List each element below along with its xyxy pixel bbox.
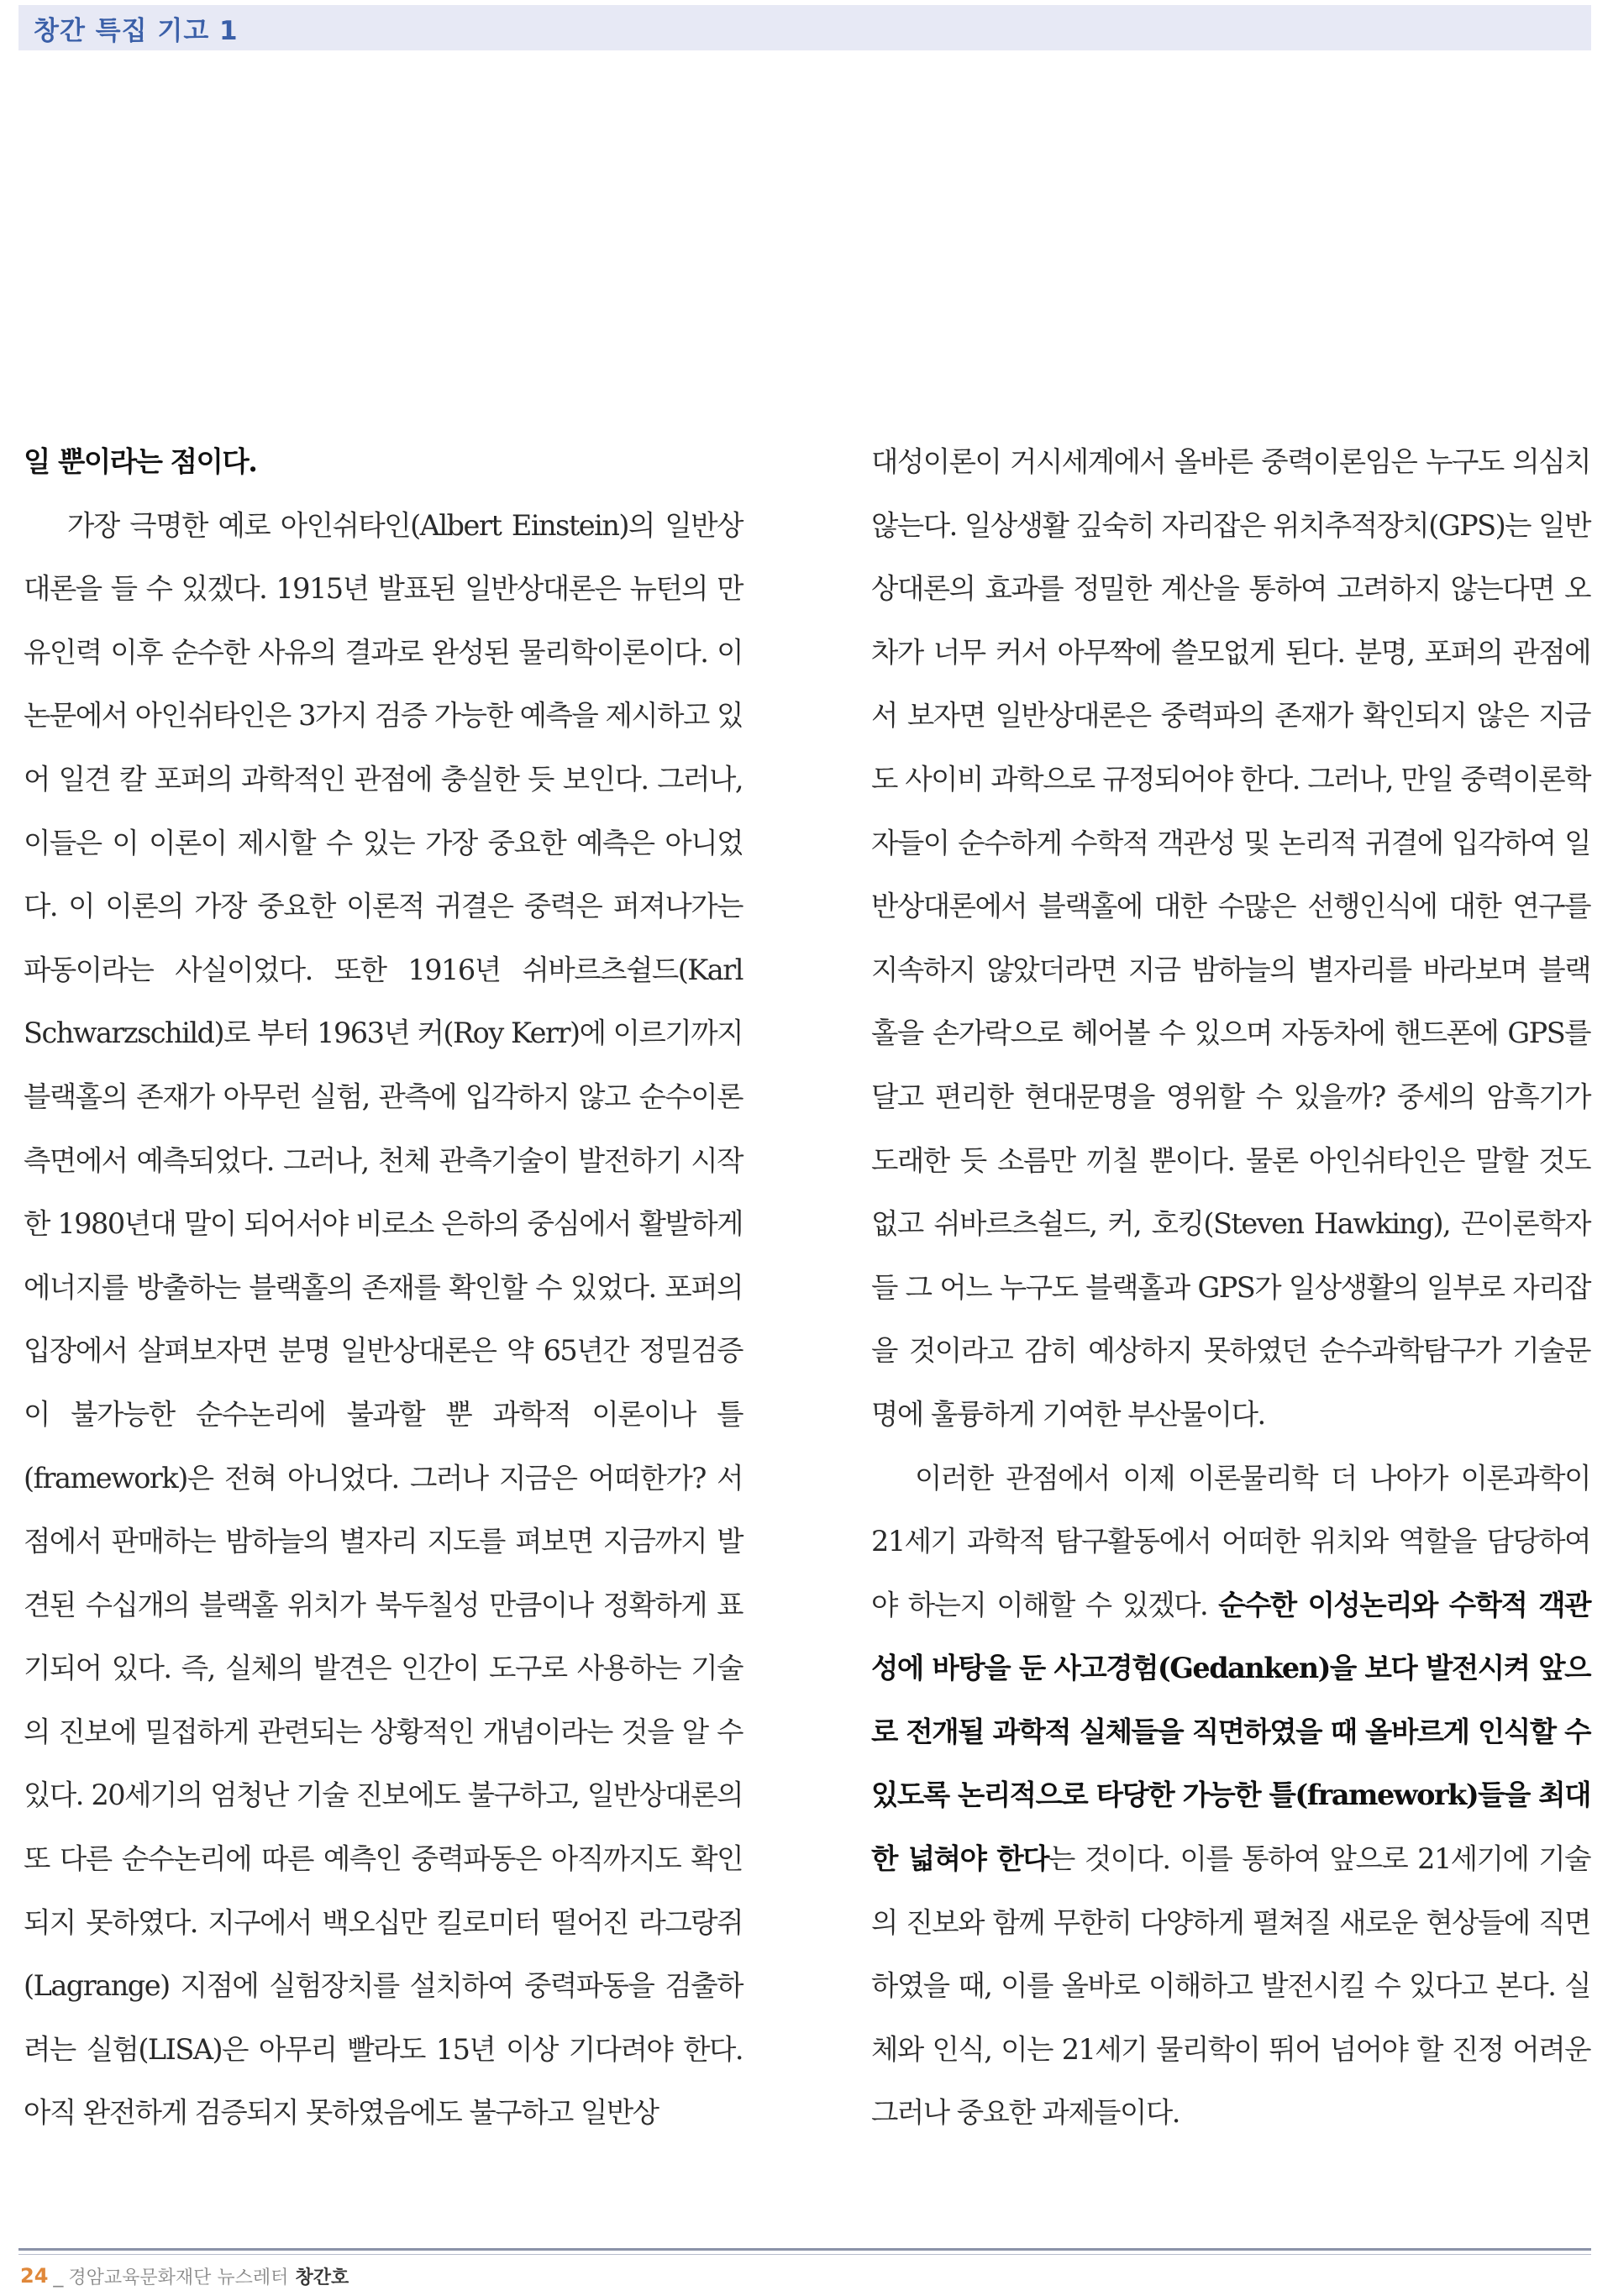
paragraph-text: 이러한 관점에서 이제 이론물리학 더 나아가 이론과학이 21세기 과학적 탐구활동에서 어떠한 위치와 역할을 담당하여야 하는지 이해할 수 있겠다.	[871, 1461, 1590, 1621]
section-title: 창간 특집 기고 1	[34, 15, 239, 46]
body-paragraph: 가장 극명한 예로 아인쉬타인(Albert Einstein)의 일반상대론을 들 수 있겠다. 1915년 발표된 일반상대론은 뉴턴의 만유인력 이후 순수한 사유의 결과로 완성된 물리학이론이다. 이 논문에서 아인쉬타인은 3가지 검증 가능한 예측을 제시하고 있어 일견 칼 포퍼의 과학적인 관점에 충실한 듯 보인다. 그러나, 이들은 이 이론이 제시할 수 있는 가장 중요한 예측은 아니었다. 이 이론의 가장 중요한 이론적 귀결은 중력은 퍼져나가는 파동이라는 사실이었다. 또한 1916년 쉬바르츠쉴드(Karl Schwarzschild)로 부터 1963년 커(Roy Kerr)에 이르기까지 블랙홀의 존재가 아무런 실험, 관측에 입각하지 않고 순수이론 측면에서 예측되었다. 그러나, 천체 관측기술이 발전하기 시작한 1980년대 말이 되어서야 비로소 은하의 중심에서 활발하게 에너지를 방출하는 블랙홀의 존재를 확인할 수 있었다. 포퍼의 입장에서 살펴보자면 분명 일반상대론은 약 65년간 정밀검증이 불가능한 순수논리에 불과할 뿐 과학적 이론이나 틀(framework)은 전혀 아니었다. 그러나 지금은 어떠한가? 서점에서 판매하는 밤하늘의 별자리 지도를 펴보면 지금까지 발견된 수십개의 블랙홀 위치가 북두칠성 만큼이나 정확하게 표기되어 있다. 즉, 실체의 발견은 인간이 도구로 사용하는 기술의 진보에 밀접하게 관련되는 상황적인 개념이라는 것을 알 수 있다. 20세기의 엄청난 기술 진보에도 불구하고, 일반상대론의 또 다른 순수논리에 따른 예측인 중력파동은 아직까지도 확인되지 못하였다. 지구에서 백오십만 킬로미터 떨어진 라그랑쥐(Lagrange) 지점에 실험장치를 설치하여 중력파동을 검출하려는 실험(LISA)은 아무리 빨라도 15년 이상 기다려야 한다. 아직 완전하게 검증되지 못하였음에도 불구하고 일반상	[24, 508, 743, 2130]
footer-divider	[18, 2254, 1591, 2255]
page-number: 24	[20, 2264, 49, 2288]
page-footer	[20, 2261, 349, 2291]
right-column	[871, 430, 1590, 2145]
publication-name: 경암교육문화재단 뉴스레터	[68, 2267, 289, 2288]
emphasized-text: 순수한 이성논리와 수학적 객관성에 바탕을 둔 사고경험(Gedanken)을 보다 발전시켜 앞으로 전개될 과학적 실체들을 직면하였을 때 올바르게 인식할 수 있도록 논리적으로 타당한 가능한 틀(framework)들을 최대한 넓혀야 한다	[871, 1588, 1590, 1876]
issue-label: 창간호	[295, 2267, 349, 2288]
footer-separator: _	[53, 2264, 64, 2288]
footer-divider	[18, 2248, 1591, 2251]
section-header-bar	[18, 5, 1591, 50]
conclusion-paragraph	[871, 1447, 1590, 2146]
left-column	[24, 430, 743, 2145]
lead-sentence: 일 뿐이라는 점이다.	[24, 445, 257, 478]
body-paragraph: 대성이론이 거시세계에서 올바른 중력이론임은 누구도 의심치 않는다. 일상생활 깊숙히 자리잡은 위치추적장치(GPS)는 일반상대론의 효과를 정밀한 계산을 통하여 고려하지 않는다면 오차가 너무 커서 아무짝에 쓸모없게 된다. 분명, 포퍼의 관점에서 보자면 일반상대론은 중력파의 존재가 확인되지 않은 지금도 사이비 과학으로 규정되어야 한다. 그러나, 만일 중력이론학자들이 순수하게 수학적 객관성 및 논리적 귀결에 입각하여 일반상대론에서 블랙홀에 대한 수많은 선행인식에 대한 연구를 지속하지 않았더라면 지금 밤하늘의 별자리를 바라보며 블랙홀을 손가락으로 헤어볼 수 있으며 자동차에 핸드폰에 GPS를 달고 편리한 현대문명을 영위할 수 있을까? 중세의 암흑기가 도래한 듯 소름만 끼칠 뿐이다. 물론 아인쉬타인은 말할 것도 없고 쉬바르츠쉴드, 커, 호킹(Steven Hawking), 끈이론학자들 그 어느 누구도 블랙홀과 GPS가 일상생활의 일부로 자리잡을 것이라고 감히 예상하지 못하였던 순수과학탐구가 기술문명에 훌륭하게 기여한 부산물이다.	[871, 445, 1590, 1431]
paragraph-text: 는 것이다. 이를 통하여 앞으로 21세기에 기술의 진보와 함께 무한히 다양하게 펼쳐질 새로운 현상들에 직면하였을 때, 이를 올바로 이해하고 발전시킬 수 있다고 본다. 실체와 인식, 이는 21세기 물리학이 뛰어 넘어야 할 진정 어려운 그러나 중요한 과제들이다.	[871, 1842, 1590, 2130]
